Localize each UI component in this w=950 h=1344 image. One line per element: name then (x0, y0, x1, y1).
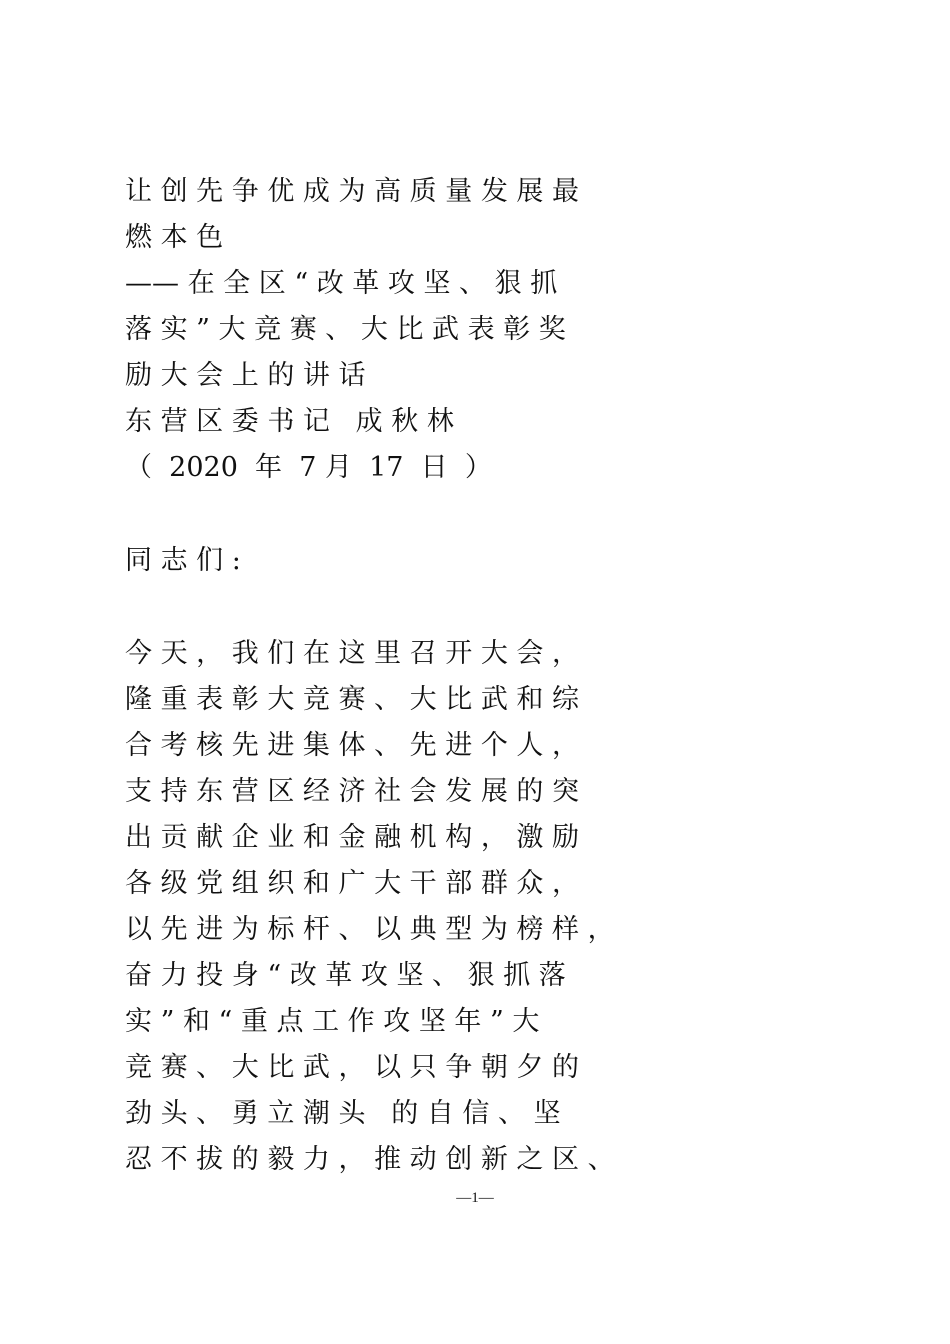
body-line-3: 合 考 核 先 进 集 体 、 先 进 个 人 ， (125, 730, 579, 761)
body-line-6: 各 级 党 组 织 和 广 大 干 部 群 众 ， (125, 868, 579, 899)
body-line-12: 忍 不 拔 的 毅 力 ， 推 动 创 新 之 区 、 (125, 1144, 615, 1175)
body-line-2: 隆 重 表 彰 大 竞 赛 、 大 比 武 和 综 (125, 684, 579, 715)
subtitle-line-1: —— 在 全 区 “ 改 革 攻 坚 、 狠 抓 (125, 268, 558, 299)
body-line-10: 竞 赛 、 大 比 武 ， 以 只 争 朝 夕 的 (125, 1052, 579, 1083)
body-line-7: 以 先 进 为 标 杆 、 以 典 型 为 榜 样 ， (125, 914, 615, 945)
body-line-1: 今 天 ， 我 们 在 这 里 召 开 大 会 ， (125, 638, 579, 669)
title-line-1: 让 创 先 争 优 成 为 高 质 量 发 展 最 (125, 176, 579, 207)
body-line-4: 支 持 东 营 区 经 济 社 会 发 展 的 突 (125, 776, 579, 807)
page-number: —1— (456, 1190, 494, 1206)
body-line-11: 劲 头 、 勇 立 潮 头 的 自 信 、 坚 (125, 1098, 561, 1129)
body-line-8: 奋 力 投 身 “ 改 革 攻 坚 、 狠 抓 落 (125, 960, 566, 991)
subtitle-line-2: 落 实 ” 大 竞 赛 、 大 比 武 表 彰 奖 (125, 314, 566, 345)
body-line-9: 实 ” 和 “ 重 点 工 作 攻 坚 年 ” 大 (125, 1006, 540, 1037)
body-line-5: 出 贡 献 企 业 和 金 融 机 构 ， 激 励 (125, 822, 579, 853)
title-line-2: 燃 本 色 (125, 222, 224, 253)
date-line: （ 2020 年 7 月 17 日 ） (125, 452, 492, 483)
subtitle-line-3: 励 大 会 上 的 讲 话 (125, 360, 366, 391)
speaker-line: 东 营 区 委 书 记 成 秋 林 (125, 406, 454, 437)
salutation: 同 志 们 : (125, 545, 241, 576)
